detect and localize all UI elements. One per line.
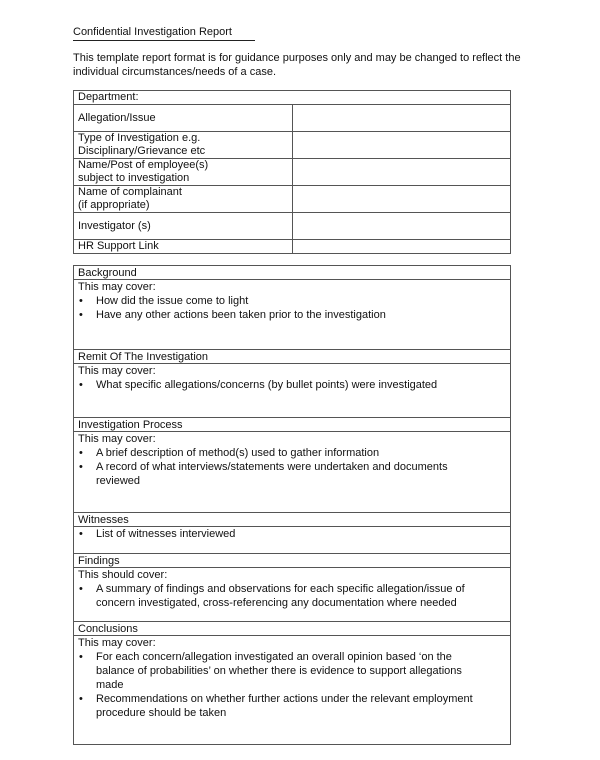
report-sections — [73, 265, 511, 745]
section-body-witnesses[interactable] — [74, 527, 510, 554]
list-item: • What specific allegations/concerns (by bullet points) were investigated — [79, 379, 438, 391]
section-intro: This may cover: — [78, 365, 156, 377]
section-heading-background: Background — [74, 266, 510, 280]
section-heading-witnesses: Witnesses — [74, 513, 510, 527]
list-item: • A record of what interviews/statements were undertaken and documents reviewed — [79, 461, 448, 487]
bullet-icon: • — [79, 295, 83, 307]
bullet-icon: • — [79, 461, 83, 473]
document-title: Confidential Investigation Report — [73, 26, 255, 41]
section-heading-findings: Findings — [74, 554, 510, 568]
section-intro: This should cover: — [78, 569, 168, 581]
row-value-field[interactable] — [292, 132, 511, 159]
section-heading-remit: Remit Of The Investigation — [74, 350, 510, 364]
row-value-field[interactable] — [292, 213, 511, 240]
bullet-icon: • — [79, 309, 83, 321]
list-item: • For each concern/allegation investigated an overall opinion based ‘on the balance of probabilities’ on whether there is evidence to support allegations made — [79, 651, 462, 691]
table-row — [74, 132, 511, 159]
intro-line: individual circumstances/needs of a case. — [73, 66, 276, 78]
section-intro: This may cover: — [78, 637, 156, 649]
row-label: Name of complainant (if appropriate) — [74, 186, 293, 213]
row-value-field[interactable] — [292, 186, 511, 213]
section-heading-conclusions: Conclusions — [74, 622, 510, 636]
row-label: Name/Post of employee(s) subject to investigation — [74, 159, 293, 186]
table-row — [74, 213, 511, 240]
list-item: • Have any other actions been taken prior to the investigation — [79, 309, 386, 321]
section-intro: This may cover: — [78, 281, 156, 293]
bullet-icon: • — [79, 447, 83, 459]
row-value-field[interactable] — [292, 105, 511, 132]
section-body-findings[interactable] — [74, 568, 510, 622]
bullet-icon: • — [79, 693, 83, 705]
section-body-conclusions[interactable] — [74, 636, 510, 744]
row-label: Investigator (s) — [74, 213, 293, 240]
intro-paragraph — [73, 51, 553, 79]
list-item: • How did the issue come to light — [79, 295, 249, 307]
table-row — [74, 186, 511, 213]
section-body-remit[interactable] — [74, 364, 510, 418]
row-value-field[interactable] — [292, 159, 511, 186]
table-row — [74, 240, 511, 254]
row-label: Type of Investigation e.g. Disciplinary/Grievance etc — [74, 132, 293, 159]
bullet-icon: • — [79, 583, 83, 595]
row-value-field[interactable] — [292, 240, 511, 254]
section-body-process[interactable] — [74, 432, 510, 513]
list-item: • Recommendations on whether further actions under the relevant employment procedure should be taken — [79, 693, 473, 719]
row-label: HR Support Link — [74, 240, 293, 254]
department-label: Department: — [74, 91, 511, 105]
bullet-icon: • — [79, 379, 83, 391]
bullet-icon: • — [79, 651, 83, 663]
section-body-background[interactable] — [74, 280, 510, 350]
table-row — [74, 105, 511, 132]
list-item: • A brief description of method(s) used to gather information — [79, 447, 380, 459]
details-table — [73, 90, 511, 254]
list-item: • List of witnesses interviewed — [79, 528, 236, 540]
table-row — [74, 159, 511, 186]
list-item: • A summary of findings and observations for each specific allegation/issue of concern investigated, cross-referencing any documentation where needed — [79, 583, 465, 609]
department-row — [74, 91, 511, 105]
section-intro: This may cover: — [78, 433, 156, 445]
section-heading-process: Investigation Process — [74, 418, 510, 432]
bullet-icon: • — [79, 528, 83, 540]
intro-line: This template report format is for guidance purposes only and may be changed to reflect the — [73, 52, 521, 64]
row-label: Allegation/Issue — [74, 105, 293, 132]
